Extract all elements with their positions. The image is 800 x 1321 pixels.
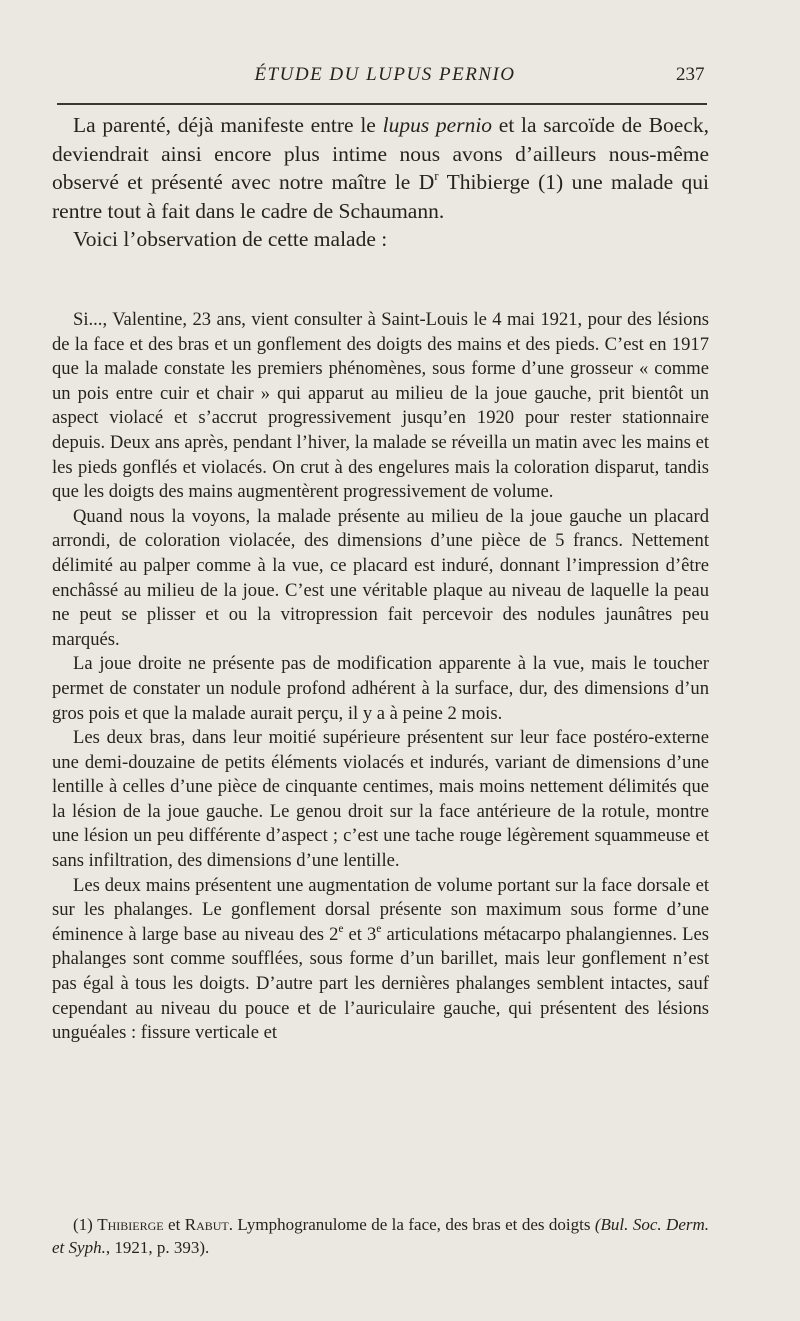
observation-p5-text-2: et 3 [343,923,377,945]
ordinal-superscript: e [376,923,382,936]
footnote-reference: , 1921, p. 393). [105,1238,210,1257]
lead-p1-text: La parenté, déjà manifeste entre le [73,113,383,137]
observation-p5-text: Les deux mains présentent une augmentation de volume portant sur la face dorsale et sur les phalanges. Le gonflement dorsal présente son maximum sous forme d’une éminence à large base au niveau des 2 [52,874,709,945]
observation-paragraph-4: Les deux bras, dans leur moitié supérieure présentent sur leur face postéro-externe une demi-douzaine de petits éléments violacés et indurés, variant de dimensions d’une lentille à celles d’une pièce de cinquante centimes, mais moins nettement délimités que la lésion de la joue gauche. Le genou droit sur la face antérieure de la rotule, montre une lésion un peu différente d’aspect ; c’est une tache rouge légèrement squammeuse et sans infiltration, des dimensions d’une lentille. [52,727,709,872]
footnote [52,1213,709,1259]
footnote-marker: (1) [73,1215,98,1234]
lead-p1-text-2: et la sarcoïde de Boeck, deviendrait ainsi encore plus intime nous avons d’ailleurs nous-même observé et présenté avec notre maître le D [52,113,709,194]
lead-paragraph-2: Voici l’observation de cette malade : [73,227,388,251]
lead-paragraph-1 [52,111,709,225]
header-rule [57,103,707,105]
lupus-pernio-term: lupus pernio [382,113,493,137]
footnote-connector: et [163,1215,185,1234]
observation-paragraph-5 [52,874,709,1046]
lead-text [52,111,709,254]
observation-paragraph-1: Si..., Valentine, 23 ans, vient consulter à Saint-Louis le 4 mai 1921, pour des lésions de la face et des bras et un gonflement des doigts des mains et des pieds. C’est en 1917 que la malade constate les premiers phénomènes, sous forme d’une grosseur « comme un pois entre cuir et chair » qui apparut au milieu de la joue gauche, prit bientôt un aspect violacé et s’accrut progressivement jusqu’en 1920 pour rester stationnaire depuis. Deux ans après, pendant l’hiver, la malade se réveilla un matin avec les mains et les pieds gonflés et violacés. On crut à des engelures mais la coloration disparut, tandis que les doigts des mains augmentèrent progressivement de volume. [52,309,709,503]
footnote-author: Thibierge [97,1215,164,1234]
running-title: ÉTUDE DU LUPUS PERNIO [254,64,516,85]
lead-p1-text-3: Thibierge (1) une malade qui rentre tout à fait dans le cadre de Schaumann. [52,170,709,223]
footnote-title: . Lymphogranulome de la face, des bras et des doigts [228,1215,595,1234]
observation-paragraph-2: Quand nous la voyons, la malade présente au milieu de la joue gauche un placard arrondi, de coloration violacée, des dimensions d’une pièce de 5 francs. Nettement délimité au palper comme à la vue, ce placard est induré, donnant l’impression d’être enchâssé au milieu de la joue. C’est une véritable plaque au niveau de laquelle la peau ne peut se plisser et ou la vitropression fait percevoir des nodules jaunâtres peu marqués. [52,505,709,650]
footnote-paragraph [52,1213,709,1259]
observation-text [52,308,709,1046]
observation-p5-text-3: articulations métacarpo phalangiennes. Les phalanges sont comme soufflées, sous forme d’un barillet, mais leur gonflement n’est pas égal à tous les doigts. D’autre part les dernières phalanges semblent intactes, sauf cependant au niveau du pouce et de l’auriculaire gauche, qui présentent des lésions unguéales : fissure verticale et [52,923,710,1044]
footnote-author: Rabut [184,1215,229,1234]
running-head [0,60,800,92]
observation-paragraph-3: La joue droite ne présente pas de modification apparente à la vue, mais le toucher permet de constater un nodule profond adhérent à la surface, dur, des dimensions d’un gros pois et que la malade aurait perçu, il y a à peine 2 mois. [52,653,709,724]
ordinal-superscript: e [338,923,344,936]
doctor-superscript: r [434,168,439,183]
footnote-journal: (Bul. Soc. Derm. et Syph. [52,1215,710,1257]
page-number: 237 [676,64,705,85]
